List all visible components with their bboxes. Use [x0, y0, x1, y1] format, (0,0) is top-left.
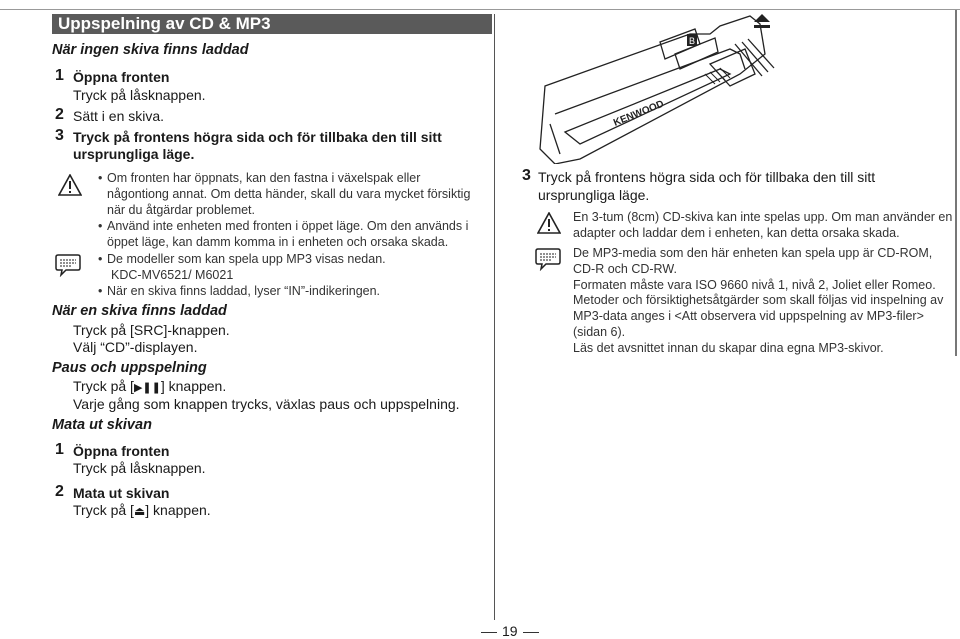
warning-text: • Om fronten har öppnats, kan den fastna i växelspak eller	[107, 171, 420, 185]
warning-text: när du åtgärdar problemet.	[107, 203, 256, 217]
step-number: 2	[55, 106, 64, 123]
step-text: Sätt i en skiva.	[73, 108, 165, 124]
note-text: MP3-data anges i <Att observera vid uppspelning av MP3-filer>	[573, 309, 924, 323]
faceplate-illustration	[520, 14, 950, 164]
page-number	[476, 623, 544, 639]
step-number: 3	[522, 167, 531, 184]
step-number: 2	[55, 483, 64, 500]
note-icon	[55, 253, 81, 277]
text-fragment: ] knappen.	[145, 502, 211, 518]
right-edge-rule	[955, 10, 957, 356]
warning-text: En 3-tum (8cm) CD-skiva kan inte spelas upp. Om man använder en	[573, 210, 953, 224]
note-text: Metoder och försiktighetsåtgärder som skall följas vid inspelning av	[573, 293, 944, 307]
note-text: KDC-MV6521/ M6021	[111, 268, 234, 282]
heading-no-disc: När ingen skiva finns laddad	[52, 42, 249, 58]
text-fragment: ] knappen.	[160, 378, 227, 394]
step-title: Öppna fronten	[73, 443, 170, 459]
warning-text: • Använd inte enheten med fronten i öppet läge. Om den används i	[107, 219, 468, 233]
step-number: 3	[55, 127, 64, 144]
step-text	[73, 502, 211, 518]
step-text: Tryck på låsknappen.	[73, 460, 206, 476]
step-text: Tryck på låsknappen.	[73, 87, 206, 103]
page-number-text: 19	[502, 623, 518, 639]
step-number: 1	[55, 441, 64, 458]
heading-pause: Paus och uppspelning	[52, 360, 207, 376]
warning-text: adapter och laddar dem i enheten, kan detta orsaka skada.	[573, 226, 900, 240]
top-rule	[0, 9, 960, 10]
step-title: Tryck på frontens högra sida och för tillbaka den till sitt	[538, 169, 876, 185]
note-icon	[535, 247, 561, 271]
text-fragment: Tryck på [	[73, 378, 134, 394]
play-pause-icon: ▶❚❚	[133, 382, 161, 394]
body-text: Välj “CD”-displayen.	[73, 339, 198, 355]
body-text: Varje gång som knappen trycks, växlas paus och uppspelning.	[73, 396, 460, 412]
warning-icon	[537, 212, 561, 234]
warning-text: öppet läge, kan damm komma in i enheten och orsaka skada.	[107, 235, 449, 249]
note-text: • De modeller som kan spela upp MP3 visas nedan.	[107, 252, 386, 266]
step-title: Mata ut skivan	[73, 485, 170, 501]
eject-icon	[754, 14, 770, 22]
section-header	[52, 14, 492, 34]
heading-disc-loaded: När en skiva finns laddad	[52, 303, 227, 319]
step-title: Tryck på frontens högra sida och för tillbaka den till sitt	[73, 129, 442, 145]
note-text: • När en skiva finns laddad, lyser “IN”-indikeringen.	[107, 284, 380, 298]
note-text: (sidan 6).	[573, 325, 626, 339]
note-text: Formaten måste vara ISO 9660 nivå 1, nivå 2, Joliet eller Romeo.	[573, 278, 936, 292]
heading-eject: Mata ut skivan	[52, 417, 152, 433]
note-text: De MP3-media som den här enheten kan spela upp är CD-ROM,	[573, 246, 933, 260]
note-text: CD-R och CD-RW.	[573, 262, 677, 276]
brand-logo: KENWOOD	[612, 98, 666, 129]
step-title: ursprungliga läge.	[538, 187, 650, 203]
warning-text: någontiong annat. Om detta händer, skall du vara mycket försiktig	[107, 187, 471, 201]
note-text: Läs det avsnittet innan du skapar dina egna MP3-skivor.	[573, 341, 884, 355]
section-title: Uppspelning av CD & MP3	[58, 14, 271, 33]
eject-icon: ⏏	[133, 504, 146, 518]
button-b-label: B	[689, 36, 696, 46]
step-number: 1	[55, 67, 64, 84]
body-text	[73, 378, 226, 394]
column-divider	[494, 14, 495, 620]
text-fragment: Tryck på [	[73, 502, 134, 518]
warning-icon	[58, 174, 82, 196]
body-text: Tryck på [SRC]-knappen.	[73, 322, 230, 338]
step-title: ursprungliga läge.	[73, 146, 195, 162]
step-title: Öppna fronten	[73, 69, 170, 85]
